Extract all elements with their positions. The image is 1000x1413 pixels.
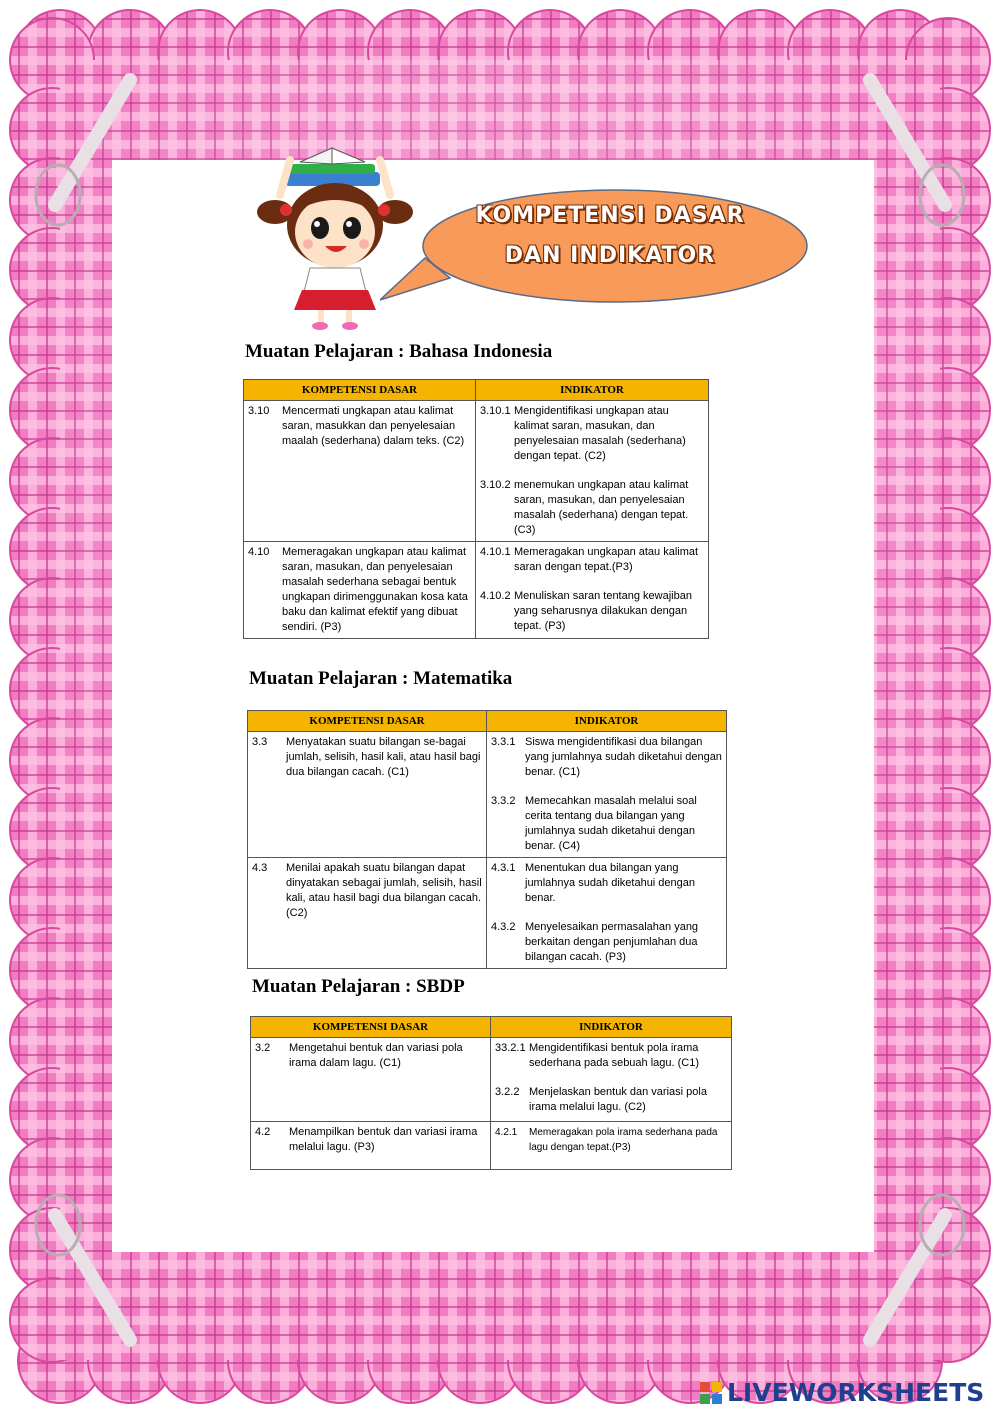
kd-number: 3.10 (248, 405, 270, 417)
indikator-number: 3.3.1 (491, 736, 516, 748)
bubble-line-2: DAN INDIKATOR (504, 243, 716, 268)
indikator-cell (476, 542, 709, 639)
indikator-number: 3.10.2 (480, 479, 511, 491)
bubble-line-1: KOMPETENSI DASAR (475, 203, 745, 228)
indikator-text: Menuliskan saran tentang kewajiban yang seharusnya dilakukan dengan tepat. (P3) (514, 590, 692, 632)
column-header-indikator: INDIKATOR (491, 1017, 732, 1038)
kd-text: Menampilkan bentuk dan variasi irama melalui lagu. (P3) (289, 1126, 478, 1153)
indikator-item (491, 920, 722, 965)
indikator-item (495, 1041, 727, 1071)
kd-item (248, 545, 471, 635)
indikator-item (491, 794, 722, 854)
kd-text: Menilai apakah suatu bilangan dapat dinyatakan sebagai jumlah, selisih, hasil kali, atau hasil bagi dua bilangan cacah. (C2) (286, 862, 482, 919)
indikator-number: 3.2.2 (495, 1086, 520, 1098)
kd-cell (248, 732, 487, 858)
column-header-kd: KOMPETENSI DASAR (244, 380, 476, 401)
column-header-kd: KOMPETENSI DASAR (248, 711, 487, 732)
indikator-text: Menyelesaikan permasalahan yang berkaitan dengan penjumlahan dua bilangan cacah. (P3) (525, 921, 699, 963)
indikator-number: 4.10.2 (480, 590, 511, 602)
kd-item (252, 735, 482, 780)
indikator-number: 3.3.2 (491, 795, 516, 807)
indikator-number: 4.10.1 (480, 546, 511, 558)
indikator-item (480, 589, 704, 634)
bubble-heading (455, 196, 765, 276)
kd-number: 3.3 (252, 736, 268, 748)
indikator-item (495, 1085, 727, 1115)
kd-number: 3.2 (255, 1042, 271, 1054)
section-title-bahasa-indonesia: Muatan Pelajaran : Bahasa Indonesia (245, 341, 553, 362)
indikator-text: Mengidentifikasi bentuk pola irama sederhana pada sebuah lagu. (C1) (529, 1042, 700, 1069)
indikator-text: Memecahkan masalah melalui soal cerita tentang dua bilangan yang jumlahnya sudah diketahui dengan benar. (C4) (525, 795, 697, 852)
indikator-item (491, 735, 722, 780)
indikator-text: Menjelaskan bentuk dan variasi pola irama melalui lagu. (C2) (529, 1086, 707, 1113)
liveworksheets-logo-text: LIVEWORKSHEETS (727, 1378, 985, 1407)
indikator-item (480, 478, 704, 538)
liveworksheets-logo-icon (700, 1382, 722, 1406)
indikator-number: 4.3.1 (491, 862, 516, 874)
kd-cell (251, 1122, 491, 1170)
indikator-number: 3.10.1 (480, 405, 511, 417)
indikator-number: 4.3.2 (491, 921, 516, 933)
indikator-number: 33.2.1 (495, 1042, 526, 1054)
table-bahasa-indonesia (243, 379, 709, 639)
indikator-text: Menentukan dua bilangan yang jumlahnya sudah diketahui dengan benar. (525, 862, 696, 904)
kd-item (255, 1125, 486, 1155)
kd-text: Mengetahui bentuk dan variasi pola irama dalam lagu. (C1) (289, 1042, 463, 1069)
indikator-item (480, 545, 704, 575)
indikator-number: 4.2.1 (495, 1127, 518, 1138)
kd-cell (244, 542, 476, 639)
column-header-indikator: INDIKATOR (487, 711, 727, 732)
section-title-sbdp: Muatan Pelajaran : SBDP (252, 976, 465, 997)
kd-item (255, 1041, 486, 1071)
kd-cell (244, 401, 476, 542)
kd-item (248, 404, 471, 449)
indikator-text: Siswa mengidentifikasi dua bilangan yang jumlahnya sudah diketahui dengan benar. (C1) (525, 736, 722, 778)
kd-text: Memeragakan ungkapan atau kalimat saran, masukan, dan penyelesaian masalah sederhana sebagai bentuk ungkapan dirimenggunakan kosa kata baku dan kalimat efektif yang dibuat sendiri. (P3) (282, 546, 468, 633)
kd-number: 4.2 (255, 1126, 271, 1138)
kd-number: 4.3 (252, 862, 268, 874)
indikator-text: menemukan ungkapan atau kalimat saran, masukan, dan penyelesaian masalah (sederhana) dengan tepat. (C3) (514, 479, 689, 536)
table-matematika (247, 710, 727, 969)
kd-number: 4.10 (248, 546, 270, 558)
indikator-text: Memeragakan pola irama sederhana pada lagu dengan tepat.(P3) (529, 1127, 718, 1153)
kd-cell (248, 858, 487, 969)
indikator-item (491, 861, 722, 906)
indikator-item (495, 1125, 727, 1155)
indikator-cell (491, 1122, 732, 1170)
table-sbdp (250, 1016, 732, 1170)
column-header-kd: KOMPETENSI DASAR (251, 1017, 491, 1038)
indikator-text: Memeragakan ungkapan atau kalimat saran dengan tepat.(P3) (514, 546, 699, 573)
indikator-cell (491, 1038, 732, 1122)
column-header-indikator: INDIKATOR (476, 380, 709, 401)
kd-item (252, 861, 482, 921)
indikator-cell (487, 858, 727, 969)
indikator-cell (487, 732, 727, 858)
indikator-text: Mengidentifikasi ungkapan atau kalimat saran, masukan, dan penyelesaian masalah (sederhana) dengan tepat. (C2) (514, 405, 686, 462)
section-title-matematika: Muatan Pelajaran : Matematika (249, 668, 513, 689)
indikator-cell (476, 401, 709, 542)
kd-text: Mencermati ungkapan atau kalimat saran, masukkan dan penyelesaian maalah (sederhana) dalam teks. (C2) (282, 405, 465, 447)
indikator-item (480, 404, 704, 464)
kd-text: Menyatakan suatu bilangan se-bagai jumlah, selisih, hasil kali, atau hasil bagi dua bilangan cacah. (C1) (286, 736, 481, 778)
kd-cell (251, 1038, 491, 1122)
